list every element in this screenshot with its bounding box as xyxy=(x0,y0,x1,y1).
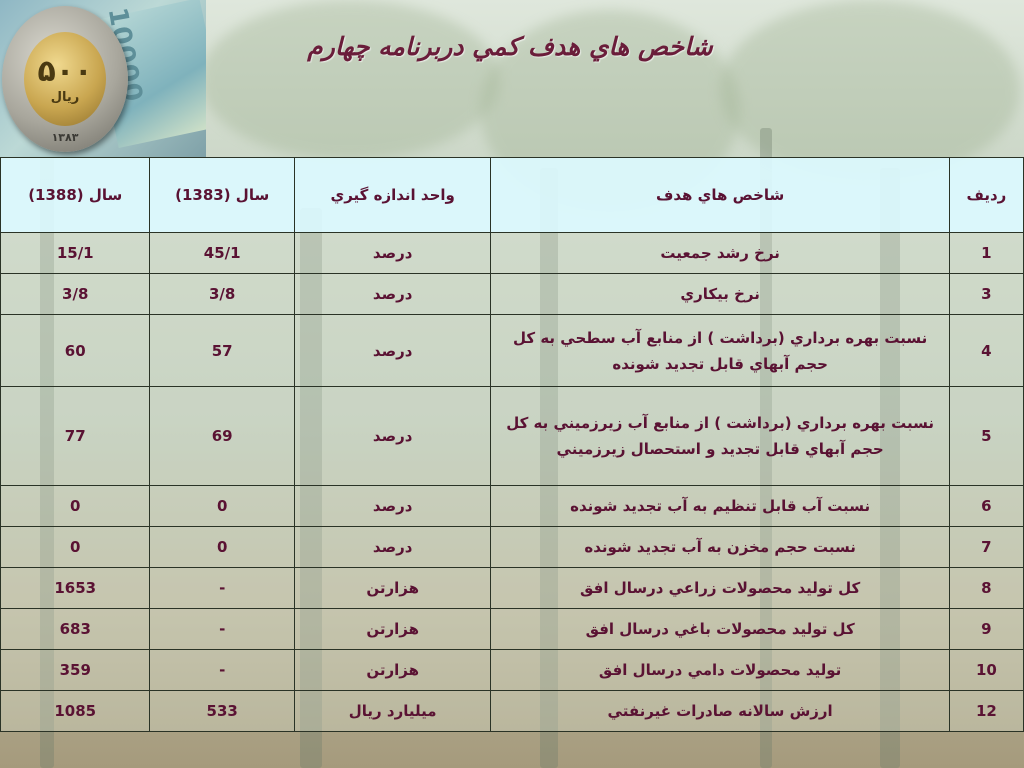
cell-row-number: 4 xyxy=(949,315,1023,387)
page-title: شاخص هاي هدف كمي دربرنامه چهارم xyxy=(307,32,713,61)
indicators-table-wrap xyxy=(0,157,1024,732)
cell-year-1388: 60 xyxy=(1,315,150,387)
coin-center xyxy=(24,32,106,126)
header-unit: واحد اندازه گيري xyxy=(294,158,491,233)
table-row xyxy=(1,650,1024,691)
cell-year-1388: 15/1 xyxy=(1,233,150,274)
cell-year-1383: 0 xyxy=(150,486,294,527)
coin-year: ۱۳۸۳ xyxy=(51,131,79,144)
cell-year-1388: 683 xyxy=(1,609,150,650)
cell-row-number: 7 xyxy=(949,527,1023,568)
cell-year-1388: 0 xyxy=(1,486,150,527)
cell-row-number: 5 xyxy=(949,387,1023,486)
table-row xyxy=(1,568,1024,609)
table-row xyxy=(1,691,1024,732)
table-row xyxy=(1,274,1024,315)
cell-indicator: كل توليد محصولات باغي درسال افق xyxy=(491,609,949,650)
cell-indicator: نسبت بهره برداري (برداشت ) از منابع آب زيرزميني به كل حجم آبهاي قابل تجديد و استحصال زيرزميني xyxy=(491,387,949,486)
cell-year-1383: 533 xyxy=(150,691,294,732)
cell-unit: درصد xyxy=(294,387,491,486)
cell-year-1388: 77 xyxy=(1,387,150,486)
cell-year-1383: - xyxy=(150,568,294,609)
coin-unit: ريال xyxy=(50,90,80,105)
table-header-row xyxy=(1,158,1024,233)
indicators-table xyxy=(0,157,1024,732)
cell-row-number: 1 xyxy=(949,233,1023,274)
cell-indicator: كل توليد محصولات زراعي درسال افق xyxy=(491,568,949,609)
cell-year-1388: 1653 xyxy=(1,568,150,609)
cell-indicator: توليد محصولات دامي درسال افق xyxy=(491,650,949,691)
cell-year-1383: - xyxy=(150,609,294,650)
cell-year-1383: 45/1 xyxy=(150,233,294,274)
cell-unit: درصد xyxy=(294,274,491,315)
cell-year-1388: 3/8 xyxy=(1,274,150,315)
cell-row-number: 10 xyxy=(949,650,1023,691)
cell-year-1388: 359 xyxy=(1,650,150,691)
cell-indicator: نرخ بيكاري xyxy=(491,274,949,315)
table-row xyxy=(1,527,1024,568)
cell-unit: درصد xyxy=(294,527,491,568)
cell-indicator: نسبت آب قابل تنظيم به آب تجديد شونده xyxy=(491,486,949,527)
cell-year-1383: 69 xyxy=(150,387,294,486)
cell-row-number: 8 xyxy=(949,568,1023,609)
cell-year-1383: 3/8 xyxy=(150,274,294,315)
header-year-1383: سال (1383) xyxy=(150,158,294,233)
cell-year-1388: 1085 xyxy=(1,691,150,732)
cell-unit: هزارتن xyxy=(294,568,491,609)
cell-unit: هزارتن xyxy=(294,650,491,691)
cell-indicator: نسبت بهره برداري (برداشت ) از منابع آب سطحي به كل حجم آبهاي قابل تجديد شونده xyxy=(491,315,949,387)
cell-unit: درصد xyxy=(294,486,491,527)
cell-year-1383: 0 xyxy=(150,527,294,568)
cell-row-number: 3 xyxy=(949,274,1023,315)
table-row xyxy=(1,233,1024,274)
cell-row-number: 6 xyxy=(949,486,1023,527)
header-year-1388: سال (1388) xyxy=(1,158,150,233)
coin xyxy=(2,6,128,152)
cell-unit: هزارتن xyxy=(294,609,491,650)
cell-row-number: 9 xyxy=(949,609,1023,650)
cell-unit: ميليارد ريال xyxy=(294,691,491,732)
cell-year-1388: 0 xyxy=(1,527,150,568)
cell-indicator: ارزش سالانه صادرات غيرنفتي xyxy=(491,691,949,732)
cell-year-1383: - xyxy=(150,650,294,691)
coin-value: ۵۰۰ xyxy=(37,54,93,89)
cell-row-number: 12 xyxy=(949,691,1023,732)
cell-indicator: نسبت حجم مخزن به آب تجديد شونده xyxy=(491,527,949,568)
cell-unit: درصد xyxy=(294,233,491,274)
table-row xyxy=(1,609,1024,650)
coin-banknote-image xyxy=(0,0,206,157)
table-row xyxy=(1,486,1024,527)
cell-year-1383: 57 xyxy=(150,315,294,387)
cell-unit: درصد xyxy=(294,315,491,387)
header-indicator: شاخص هاي هدف xyxy=(491,158,949,233)
cell-indicator: نرخ رشد جمعيت xyxy=(491,233,949,274)
table-row xyxy=(1,315,1024,387)
header-row-number: رديف xyxy=(949,158,1023,233)
table-row xyxy=(1,387,1024,486)
